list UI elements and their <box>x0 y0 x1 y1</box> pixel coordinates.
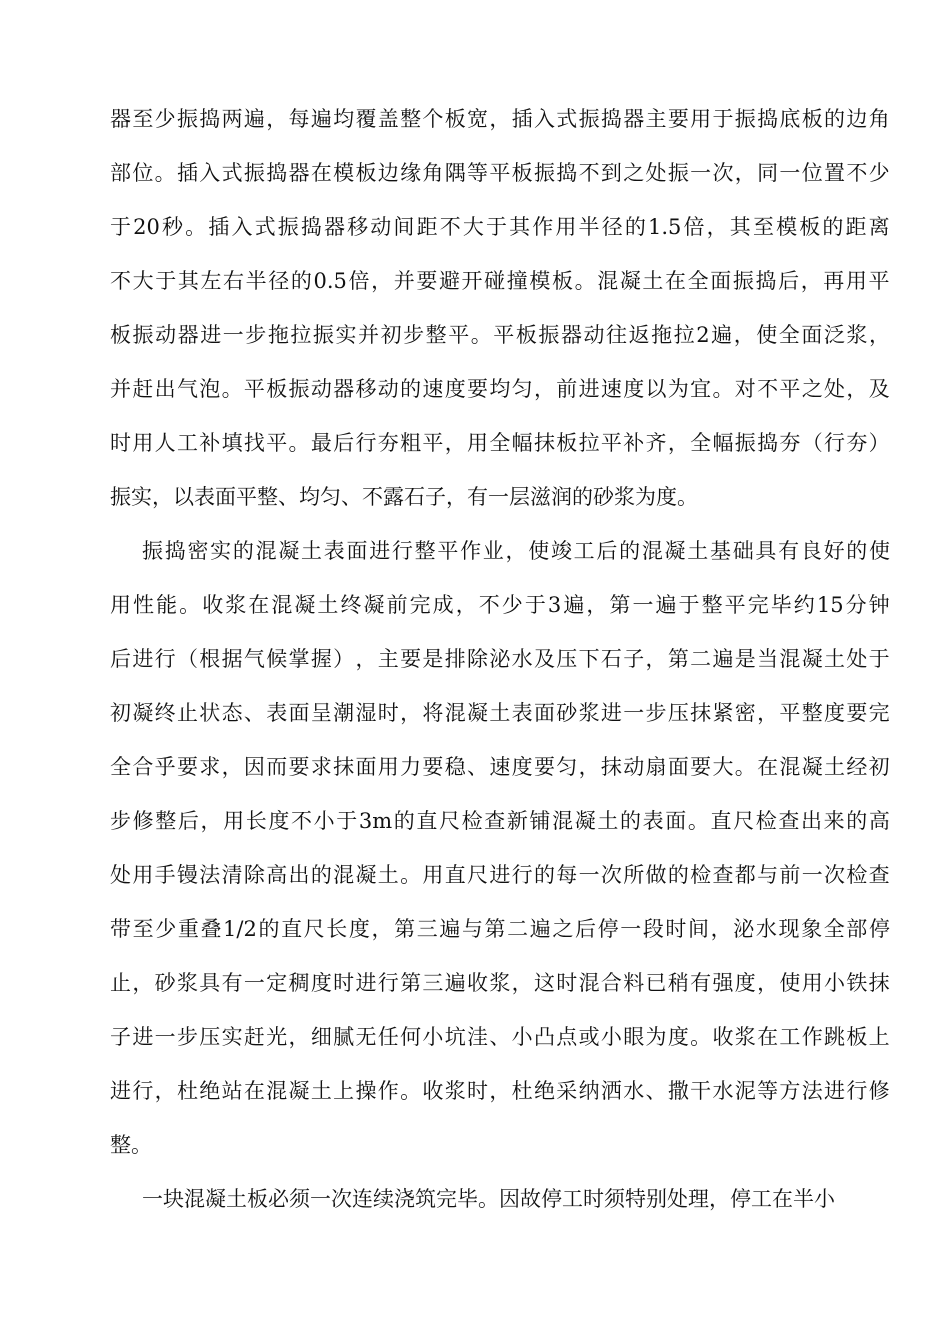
text-line: 部 位 。 插 入 式 振 捣 器 在 模 板 边 缘 角 隅 等 平 板 振 捣 不 到 之 处 振 一 次 ， 同 一 位 置 不 少 <box>110 161 890 185</box>
text-line: 一块混凝土板必须一次连续浇筑完毕。因故停工时须特别处理，停工在半小 <box>142 1187 835 1211</box>
paragraph <box>110 92 890 524</box>
text-line: 整。 <box>110 1133 152 1157</box>
document-body <box>110 92 890 1226</box>
text-line: 进 行 ， 杜 绝 站 在 混 凝 土 上 操 作 。 收 浆 时 ， 杜 绝 采 纳 洒 水 、 撒 干 水 泥 等 方 法 进 行 修 <box>110 1079 890 1103</box>
text-line: 并 赶 出 气 泡 。 平 板 振 动 器 移 动 的 速 度 要 均 匀 ， 前 进 速 度 以 为 宜 。 对 不 平 之 处 ， 及 <box>110 377 890 401</box>
text-line: 器 至 少 振 捣 两 遍 ， 每 遍 均 覆 盖 整 个 板 宽 ， 插 入 式 振 捣 器 主 要 用 于 振 捣 底 板 的 边 角 <box>110 107 890 131</box>
text-line: 不 大 于 其 左 右 半 径 的 0.5 倍 ， 并 要 避 开 碰 撞 模 板 。 混 凝 土 在 全 面 振 捣 后 ， 再 用 平 <box>110 269 890 293</box>
paragraph <box>110 524 890 1172</box>
text-line: 初 凝 终 止 状 态 、 表 面 呈 潮 湿 时 ， 将 混 凝 土 表 面 砂 浆 进 一 步 压 抹 紧 密 ， 平 整 度 要 完 <box>110 701 890 725</box>
text-line: 全 合 乎 要 求 ， 因 而 要 求 抹 面 用 力 要 稳 、 速 度 要 匀 ， 抹 动 扇 面 要 大 。 在 混 凝 土 经 初 <box>110 755 890 779</box>
paragraph <box>110 1172 890 1226</box>
text-line: 时 用 人 工 补 填 找 平 。 最 后 行 夯 粗 平 ， 用 全 幅 抹 板 拉 平 补 齐 ， 全 幅 振 捣 夯 （ 行 夯 ） <box>110 431 890 455</box>
text-line: 后 进 行 （ 根 据 气 候 掌 握 ） ， 主 要 是 排 除 泌 水 及 压 下 石 子 ， 第 二 遍 是 当 混 凝 土 处 于 <box>110 647 890 671</box>
text-line: 于 20 秒 。 插 入 式 振 捣 器 移 动 间 距 不 大 于 其 作 用 半 径 的 1.5 倍 ， 其 至 模 板 的 距 离 <box>110 215 890 239</box>
text-line: 振 捣 密 实 的 混 凝 土 表 面 进 行 整 平 作 业 ， 使 竣 工 后 的 混 凝 土 基 础 具 有 良 好 的 使 <box>142 539 890 563</box>
text-line: 止 ， 砂 浆 具 有 一 定 稠 度 时 进 行 第 三 遍 收 浆 ， 这 时 混 合 料 已 稍 有 强 度 ， 使 用 小 铁 抹 <box>110 971 890 995</box>
text-line: 用 性 能 。 收 浆 在 混 凝 土 终 凝 前 完 成 ， 不 少 于 3 遍 ， 第 一 遍 于 整 平 完 毕 约 15 分 钟 <box>110 593 890 617</box>
text-line: 处 用 手 镘 法 清 除 高 出 的 混 凝 土 。 用 直 尺 进 行 的 每 一 次 所 做 的 检 查 都 与 前 一 次 检 查 <box>110 863 890 887</box>
text-line: 振实，以表面平整、均匀、不露石子，有一层滋润的砂浆为度。 <box>110 485 698 509</box>
text-line: 带 至 少 重 叠 1/2 的 直 尺 长 度 ， 第 三 遍 与 第 二 遍 之 后 停 一 段 时 间 ， 泌 水 现 象 全 部 停 <box>110 917 890 941</box>
text-line: 步 修 整 后 ， 用 长 度 不 小 于 3m 的 直 尺 检 查 新 铺 混 凝 土 的 表 面 。 直 尺 检 查 出 来 的 高 <box>110 809 890 833</box>
text-line: 板 振 动 器 进 一 步 拖 拉 振 实 并 初 步 整 平 。 平 板 振 器 动 往 返 拖 拉 2 遍 ， 使 全 面 泛 浆 ， <box>110 323 890 347</box>
text-line: 子 进 一 步 压 实 赶 光 ， 细 腻 无 任 何 小 坑 洼 、 小 凸 点 或 小 眼 为 度 。 收 浆 在 工 作 跳 板 上 <box>110 1025 890 1049</box>
